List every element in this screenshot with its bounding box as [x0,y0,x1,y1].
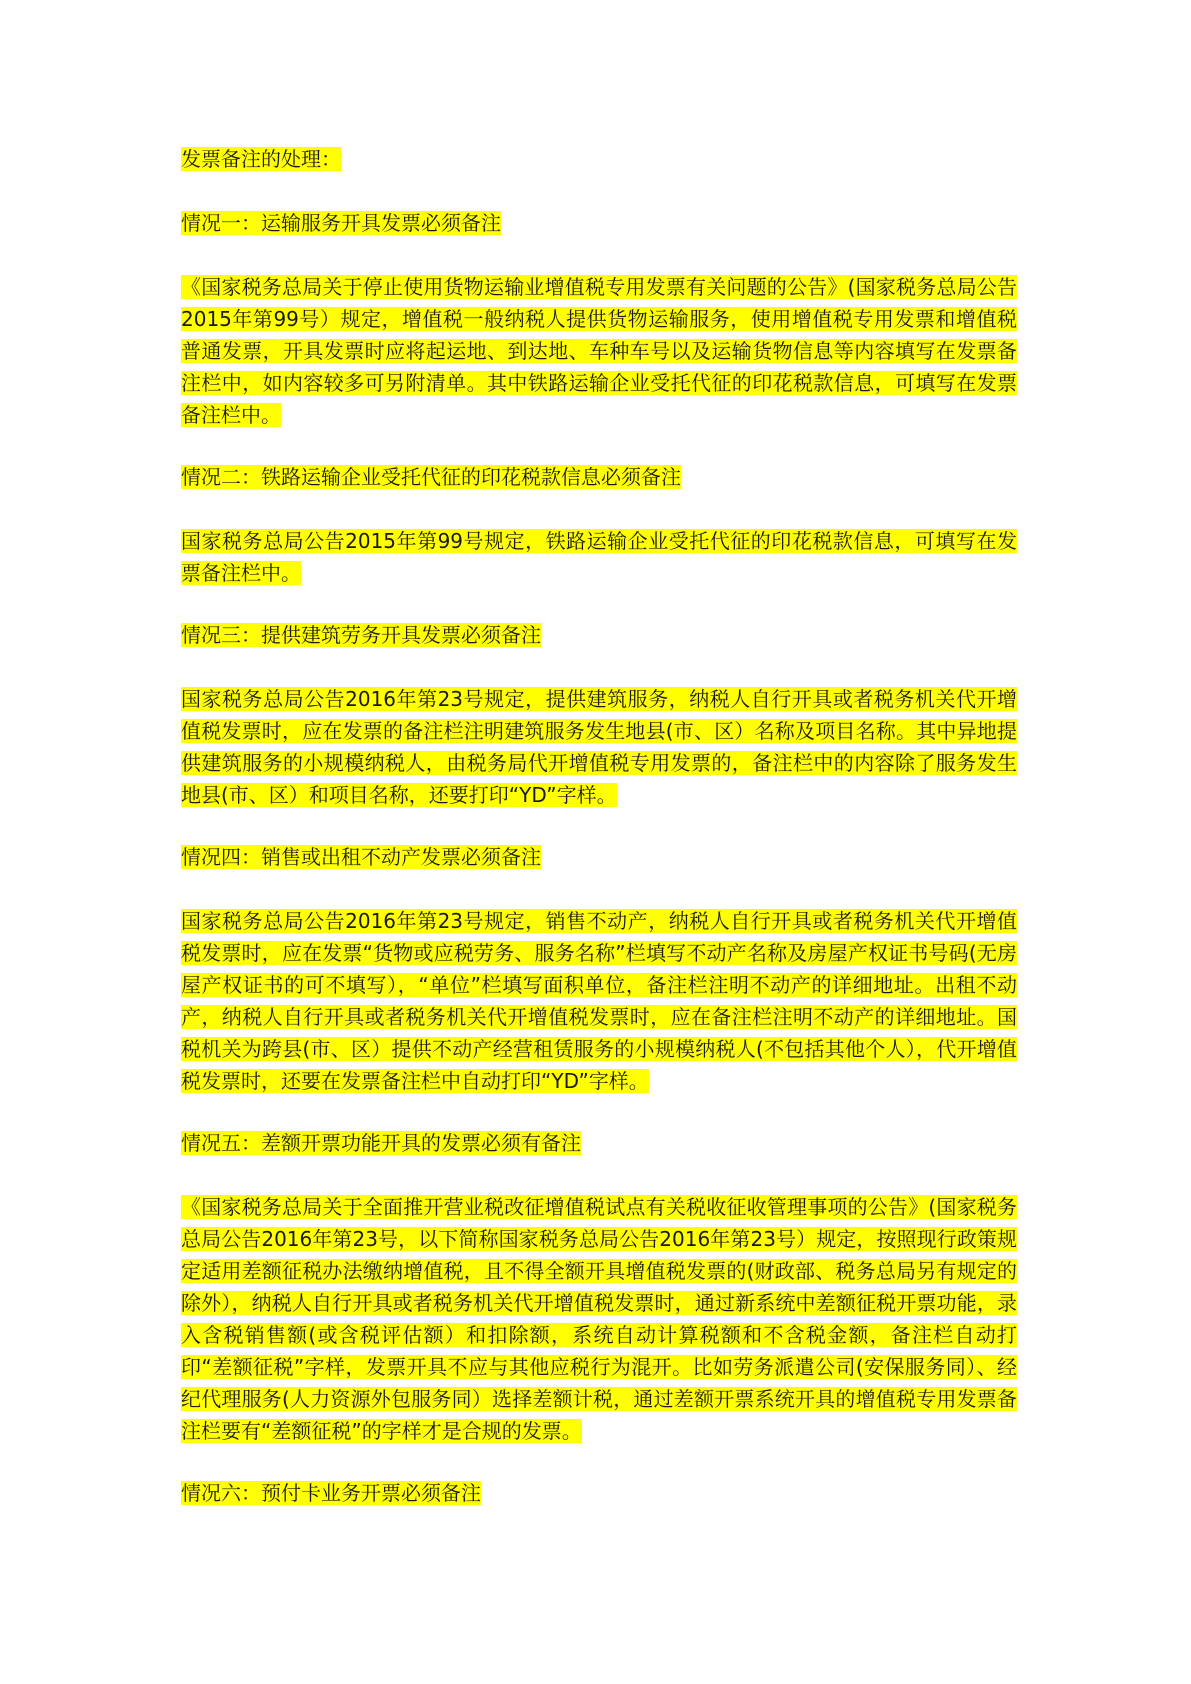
document-page [181,143,1017,1541]
section-heading-6: 情况六：预付卡业务开票必须备注 [181,1481,481,1505]
section-heading-1: 情况一：运输服务开具发票必须备注 [181,211,501,235]
section-body-4: 国家税务总局公告2016年第23号规定，销售不动产，纳税人自行开具或者税务机关代开增值税发票时，应在发票“货物或应税劳务、服务名称”栏填写不动产名称及房屋产权证书号码(无房屋产权证书的可不填写），“单位”栏填写面积单位，备注栏注明不动产的详细地址。出租不动产，纳税人自行开具或者税务机关代开增值税发票时，应在备注栏注明不动产的详细地址。国税机关为跨县(市、区）提供不动产经营租赁服务的小规模纳税人(不包括其他个人），代开增值税发票时，还要在发票备注栏中自动打印“YD”字样。 [181,909,1017,1093]
section-body-3: 国家税务总局公告2016年第23号规定，提供建筑服务，纳税人自行开具或者税务机关代开增值税发票时，应在发票的备注栏注明建筑服务发生地县(市、区）名称及项目名称。其中异地提供建筑服务的小规模纳税人，由税务局代开增值税专用发票的，备注栏中的内容除了服务发生地县(市、区）和项目名称，还要打印“YD”字样。 [181,687,1017,807]
section-heading-5: 情况五：差额开票功能开具的发票必须有备注 [181,1131,581,1155]
section-heading-4: 情况四：销售或出租不动产发票必须备注 [181,845,541,869]
section-heading-2: 情况二：铁路运输企业受托代征的印花税款信息必须备注 [181,465,681,489]
section-heading-3: 情况三：提供建筑劳务开具发票必须备注 [181,623,541,647]
section-body-2: 国家税务总局公告2015年第99号规定，铁路运输企业受托代征的印花税款信息，可填写在发票备注栏中。 [181,529,1017,585]
section-body-1: 《国家税务总局关于停止使用货物运输业增值税专用发票有关问题的公告》(国家税务总局公告2015年第99号）规定，增值税一般纳税人提供货物运输服务，使用增值税专用发票和增值税普通发票，开具发票时应将起运地、到达地、车种车号以及运输货物信息等内容填写在发票备注栏中，如内容较多可另附清单。其中铁路运输企业受托代征的印花税款信息，可填写在发票备注栏中。 [181,275,1017,427]
section-body-5: 《国家税务总局关于全面推开营业税改征增值税试点有关税收征收管理事项的公告》(国家税务总局公告2016年第23号，以下简称国家税务总局公告2016年第23号）规定，按照现行政策规定适用差额征税办法缴纳增值税，且不得全额开具增值税发票的(财政部、税务总局另有规定的除外），纳税人自行开具或者税务机关代开增值税发票时，通过新系统中差额征税开票功能，录入含税销售额(或含税评估额）和扣除额，系统自动计算税额和不含税金额，备注栏自动打印“差额征税”字样，发票开具不应与其他应税行为混开。比如劳务派遣公司(安保服务同）、经纪代理服务(人力资源外包服务同）选择差额计税，通过差额开票系统开具的增值税专用发票备注栏要有“差额征税”的字样才是合规的发票。 [181,1195,1017,1443]
document-title: 发票备注的处理： [181,147,341,171]
